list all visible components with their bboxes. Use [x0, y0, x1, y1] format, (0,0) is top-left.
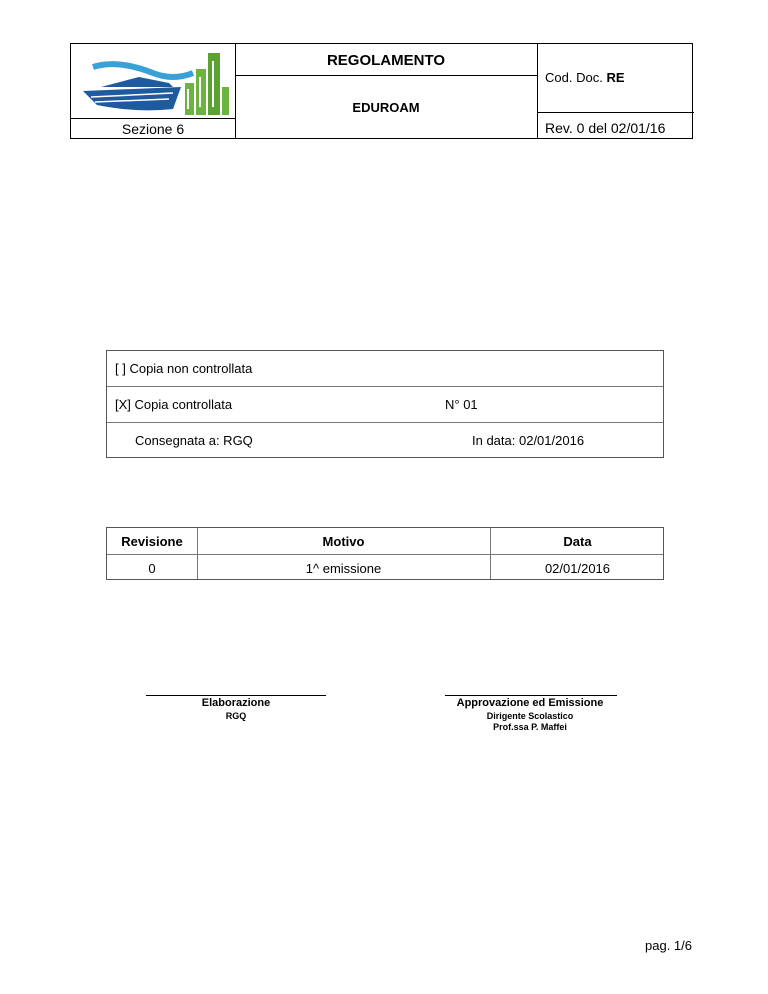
signature-line	[146, 695, 326, 696]
document-code-value: RE	[606, 70, 625, 85]
column-header: Data	[563, 534, 592, 549]
divider	[71, 118, 235, 119]
document-title: REGOLAMENTO	[326, 52, 446, 69]
signature-right-role: Dirigente Scolastico	[486, 711, 574, 721]
table-cell: 0	[148, 561, 156, 576]
revision-table	[106, 527, 664, 580]
document-code-label: Cod. Doc.	[545, 70, 603, 85]
document-code	[545, 70, 625, 85]
divider	[107, 386, 663, 387]
divider	[107, 554, 663, 555]
divider	[235, 75, 537, 76]
signature-right-name: Prof.ssa P. Maffei	[493, 722, 567, 732]
column-header: Motivo	[322, 534, 365, 549]
signature-line	[445, 695, 617, 696]
divider	[107, 422, 663, 423]
section-label: Sezione 6	[121, 121, 185, 137]
divider	[537, 44, 538, 138]
table-cell: 02/01/2016	[544, 561, 611, 576]
school-logo	[77, 47, 231, 117]
signature-left-sub: RGQ	[225, 711, 247, 721]
copy-number: N° 01	[445, 397, 478, 412]
signature-left-title: Elaborazione	[201, 697, 271, 709]
signature-right-title: Approvazione ed Emissione	[456, 697, 604, 709]
delivered-to: Consegnata a: RGQ	[135, 433, 253, 448]
divider	[537, 112, 694, 113]
document-header	[70, 43, 693, 139]
table-cell: 1^ emissione	[305, 561, 382, 576]
uncontrolled-copy: [ ] Copia non controllata	[115, 361, 253, 376]
controlled-copy: [X] Copia controllata	[115, 397, 233, 412]
page-number: pag. 1/6	[645, 938, 692, 953]
copy-control-box	[106, 350, 664, 458]
delivery-date: In data: 02/01/2016	[472, 433, 585, 448]
revision-label: Rev. 0 del 02/01/16	[545, 120, 666, 136]
document-subtitle: EDUROAM	[352, 100, 420, 115]
column-header: Revisione	[121, 534, 183, 549]
